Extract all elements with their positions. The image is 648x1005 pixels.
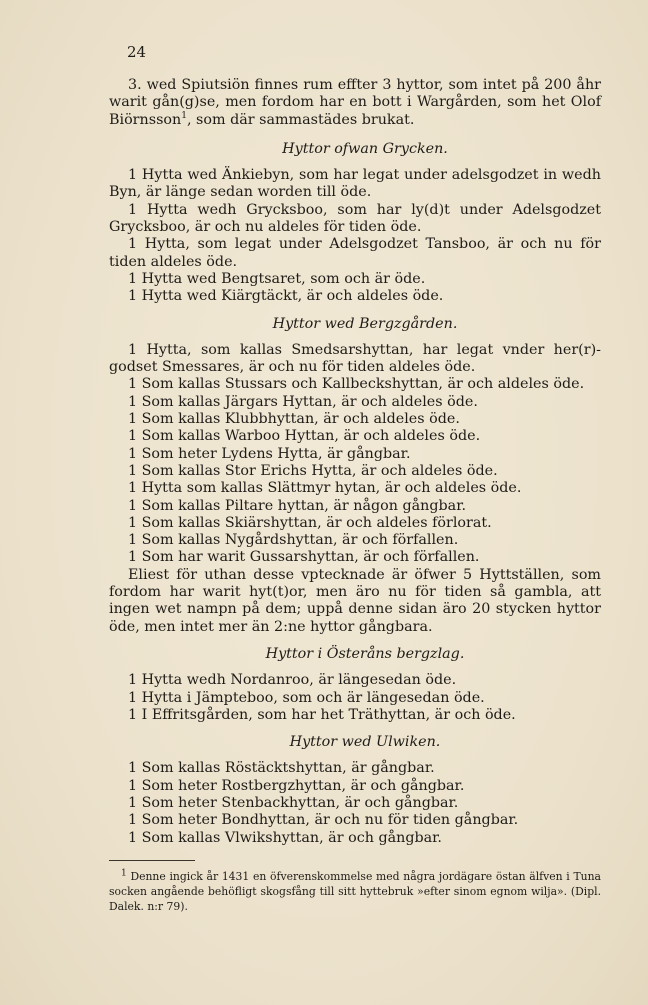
list-entry: 1 Hytta wed Kiärgtäckt, är och aldeles öde. xyxy=(128,288,444,305)
list-entry: 1 Hytta, som legat under Adelsgodzet Tansboo, är och nu för tiden aldeles öde. xyxy=(109,236,601,270)
list-entry: 1 Hytta i Jämpteboo, som och är längesedan öde. xyxy=(128,689,485,706)
intro-text-end: , som där sammastädes brukat. xyxy=(186,111,415,128)
list-entry: 1 Som heter Lydens Hytta, är gångbar. xyxy=(128,445,411,462)
list-entry: 1 Som kallas Nygårdshyttan, är och förfallen. xyxy=(128,532,459,549)
list-entry: 1 I Effritsgården, som har het Träthyttan, är och öde. xyxy=(128,706,516,723)
section-heading: Hyttor wed Bergzgården. xyxy=(272,315,458,332)
list-entry: 1 Som kallas Vlwikshyttan, är och gångbar. xyxy=(128,829,442,846)
list-entry: 1 Som kallas Klubbhyttan, är och aldeles öde. xyxy=(128,411,460,428)
list-entry: 1 Hytta, som kallas Smedsarshyttan, har legat vnder her(r)-godset Smessares, är och nu för tiden aldeles öde. xyxy=(109,341,601,376)
footnote-marker: 1 xyxy=(121,868,127,879)
intro-text: 3. wed Spiutsiön finnes rum effter 3 hyttor, som intet på 200 åhr warit gån(g)se, men fordom har en bott i Wargården, som het Olof Biörnsson xyxy=(109,77,601,128)
footnote-divider xyxy=(109,860,195,861)
list-entry: 1 Som kallas Stor Erichs Hytta, är och aldeles öde. xyxy=(128,462,498,479)
list-entry: 1 Hytta wedh Grycksboo, som har ly(d)t under Adelsgodzet Grycksboo, är och nu aldeles för tiden öde. xyxy=(109,201,601,236)
list-entry: 1 Som kallas Stussars och Kallbeckshyttan, är och aldeles öde. xyxy=(128,376,585,393)
footnote xyxy=(109,869,601,914)
section-heading: Hyttor ofwan Grycken. xyxy=(282,140,448,157)
section-closing-paragraph: Eliest för uthan desse vptecknade är öfwer 5 Hyttställen, som fordom har warit hyt(t)or, men äro nu för tiden så gambla, att ingen wet nampn på dem; uppå denne sidan äro 20 stycken hyttor öde, men intet mer än 2:ne hyttor gångbara. xyxy=(109,566,601,635)
list-entry: 1 Som kallas Skiärshyttan, är och aldeles förlorat. xyxy=(128,514,492,531)
list-entry: 1 Hytta wed Änkiebyn, som har legat under adelsgodzet in wedh Byn, är länge sedan worden till öde. xyxy=(109,167,601,201)
intro-paragraph xyxy=(109,77,601,129)
list-entry: 1 Som kallas Järgars Hyttan, är och aldeles öde. xyxy=(128,393,478,410)
list-entry: 1 Hytta wed Bengtsaret, som och är öde. xyxy=(128,270,426,287)
page-number: 24 xyxy=(127,43,147,61)
list-entry: 1 Som heter Rostbergzhyttan, är och gångbar. xyxy=(128,777,465,794)
list-entry: 1 Som kallas Warboo Hyttan, är och aldeles öde. xyxy=(128,428,481,445)
footnote-text: Denne ingick år 1431 en öfverenskommelse med några jordägare östan älfven i Tuna socken angående behöfligt skogsfång till sitt hyttebruk »efter sinom egnom wilja». (Dipl. Dalek. n:r 79). xyxy=(109,870,601,913)
list-entry: 1 Hytta som kallas Slättmyr hytan, är och aldeles öde. xyxy=(128,480,522,497)
list-entry: 1 Som har warit Gussarshyttan, är och förfallen. xyxy=(128,549,480,566)
list-entry: 1 Som kallas Röstäcktshyttan, är gångbar. xyxy=(128,760,435,777)
footnote-reference[interactable]: 1 xyxy=(181,110,187,121)
list-entry: 1 Som kallas Piltare hyttan, är någon gångbar. xyxy=(128,497,467,514)
section-heading: Hyttor wed Ulwiken. xyxy=(289,734,441,751)
list-entry: 1 Som heter Bondhyttan, är och nu för tiden gångbar. xyxy=(128,812,519,829)
section-heading: Hyttor i Österåns bergzlag. xyxy=(265,645,465,662)
list-entry: 1 Hytta wedh Nordanroo, är längesedan öde. xyxy=(128,672,457,689)
list-entry: 1 Som heter Stenbackhyttan, är och gångbar. xyxy=(128,794,459,811)
page-body xyxy=(109,77,601,847)
